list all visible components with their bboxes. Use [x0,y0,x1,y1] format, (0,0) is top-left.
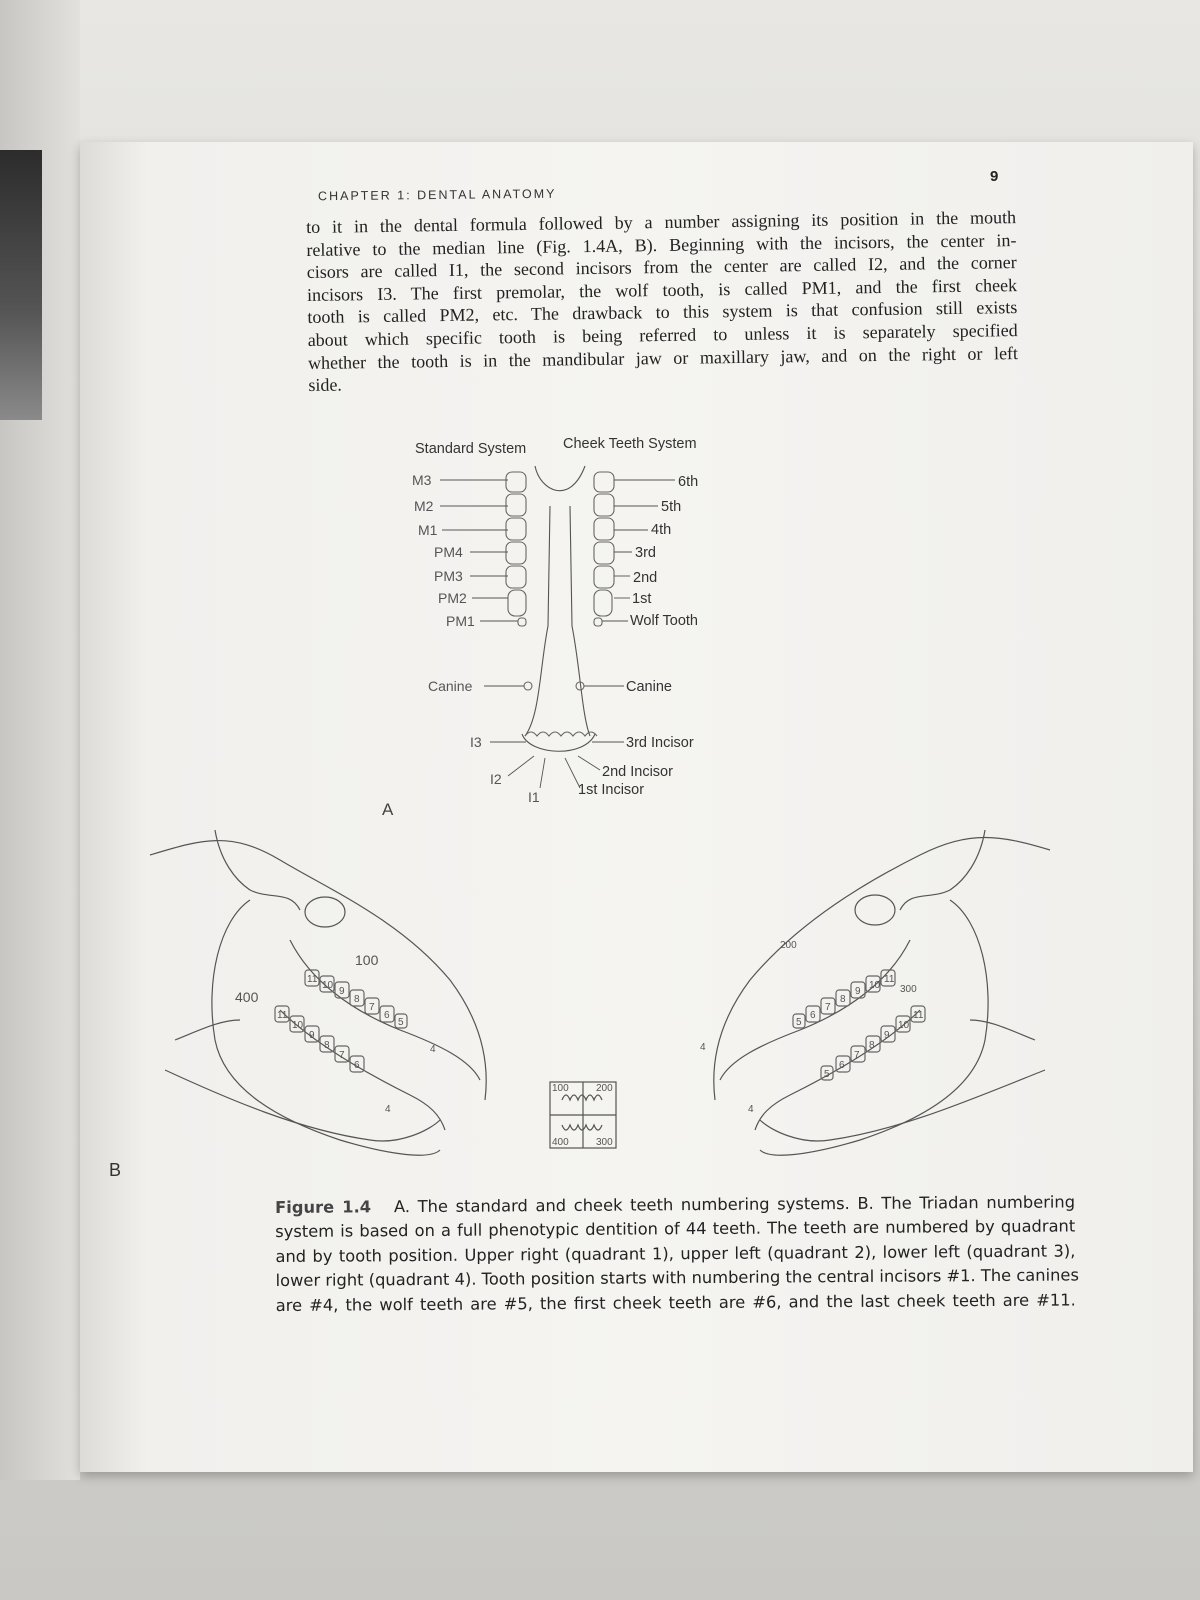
label-6th: 6th [678,474,699,490]
caption-line: and by tooth position. Upper right (quadrant 1), upper left (quadrant 2), lower left (quadrant 3), [275,1241,1076,1266]
label-i3: I3 [470,734,482,750]
panel-label-b: B [109,1160,122,1180]
label-4th: 4th [651,522,672,538]
tooth-307: 7 [854,1050,860,1061]
inset-200: 200 [596,1083,613,1094]
label-pm1: PM1 [446,613,475,629]
tooth-206: 6 [810,1010,816,1021]
body-line: to it in the dental formula followed by a number assigning its position in the mouth [306,207,1017,237]
tooth-108: 8 [354,994,360,1005]
figure-a-dental-arch [410,436,740,816]
label-i2: I2 [490,771,502,787]
inset-100: 100 [552,1083,569,1094]
label-canine-left: Canine [428,678,473,694]
body-paragraph [306,206,1018,397]
label-5th: 5th [661,499,682,515]
inset-400: 400 [552,1137,569,1148]
label-3rd-incisor: 3rd Incisor [626,735,694,751]
body-line: incisors I3. The first premolar, the wolf tooth, is called PM1, and the first cheek [306,274,1018,305]
tooth-104: 4 [430,1044,436,1055]
label-pm4: PM4 [434,544,463,560]
body-line: whether the tooth is in the mandibular jaw or maxillary jaw, and on the right or left [307,342,1019,373]
tooth-311: 11 [913,1010,924,1021]
cheek-teeth-system-heading: Cheek Teeth System [563,436,697,452]
figure-b-triadan-skulls [140,830,1060,1180]
tooth-305: 5 [824,1069,830,1080]
label-pm2: PM2 [438,590,467,606]
inset-300: 300 [596,1137,613,1148]
tooth-208: 8 [840,994,846,1005]
tooth-205: 5 [796,1017,802,1028]
tooth-204: 4 [700,1042,706,1053]
tooth-105: 5 [398,1017,404,1028]
tooth-207: 7 [825,1002,831,1013]
tooth-410: 10 [292,1020,304,1031]
panel-label-a: A [382,800,394,819]
caption-label: Figure 1.4 [275,1197,372,1217]
figure-caption [275,1190,1079,1318]
tooth-210: 10 [869,980,881,991]
tooth-304: 4 [748,1104,754,1115]
tooth-407: 7 [339,1050,345,1061]
tooth-408: 8 [324,1040,330,1051]
tooth-306: 6 [839,1060,845,1071]
body-line: relative to the median line (Fig. 1.4A, B). Beginning with the incisors, the center in- [306,229,1017,260]
tooth-106: 6 [384,1010,390,1021]
caption-line: lower right (quadrant 4). Tooth position starts with numbering the central incisors #1. The canines [275,1265,1079,1291]
underlying-photo-edge [0,150,42,420]
tooth-409: 9 [309,1030,315,1041]
tooth-309: 9 [884,1030,890,1041]
tooth-109: 9 [339,986,345,997]
tooth-111: 11 [307,974,318,985]
tooth-107: 7 [369,1002,375,1013]
label-m3: M3 [412,472,432,488]
dental-arch-drawing [410,436,740,816]
label-2nd-incisor: 2nd Incisor [602,764,673,780]
caption-line-1-text: A. The standard and cheek teeth numbering systems. B. The Triadan numbering [393,1192,1076,1217]
label-canine-right: Canine [626,679,672,695]
tooth-310: 10 [898,1020,910,1031]
caption-line: system is based on a full phenotypic dentition of 44 teeth. The teeth are numbered by quadrant [275,1216,1076,1242]
tooth-308: 8 [869,1040,875,1051]
right-skull-outline [714,838,1050,1101]
body-line: side. [308,374,342,396]
label-m1: M1 [418,522,438,538]
page-number: 9 [990,168,999,185]
body-line: about which specific tooth is being referred to unless it is separately specified [307,320,1018,350]
label-1st: 1st [632,591,652,607]
tooth-211: 11 [884,974,895,985]
label-2nd: 2nd [633,570,658,586]
quadrant-200-label: 200 [780,940,797,951]
label-i1: I1 [528,789,540,805]
tooth-411: 11 [277,1010,288,1021]
label-1st-incisor: 1st Incisor [578,782,645,798]
label-m2: M2 [414,498,434,514]
triadan-drawing [140,830,1060,1180]
label-pm3: PM3 [434,568,463,584]
body-line: tooth is called PM2, etc. The drawback to this system is that confusion still exists [307,297,1018,328]
label-3rd: 3rd [635,545,656,561]
label-wolf-tooth: Wolf Tooth [630,613,698,629]
quadrant-400-label: 400 [235,989,259,1005]
tooth-406: 6 [354,1060,360,1071]
body-line: cisors are called I1, the second incisors from the center are called I2, and the corner [306,252,1017,283]
caption-line: are #4, the wolf teeth are #5, the first cheek teeth are #6, and the last cheek teeth are #11. [275,1290,1076,1315]
quadrant-300-label: 300 [900,984,917,995]
tooth-209: 9 [855,986,861,997]
tooth-404: 4 [385,1104,391,1115]
standard-system-heading: Standard System [415,441,527,457]
tooth-110: 10 [322,980,334,991]
running-head: CHAPTER 1: DENTAL ANATOMY [317,186,557,204]
quadrant-100-label: 100 [355,952,379,968]
